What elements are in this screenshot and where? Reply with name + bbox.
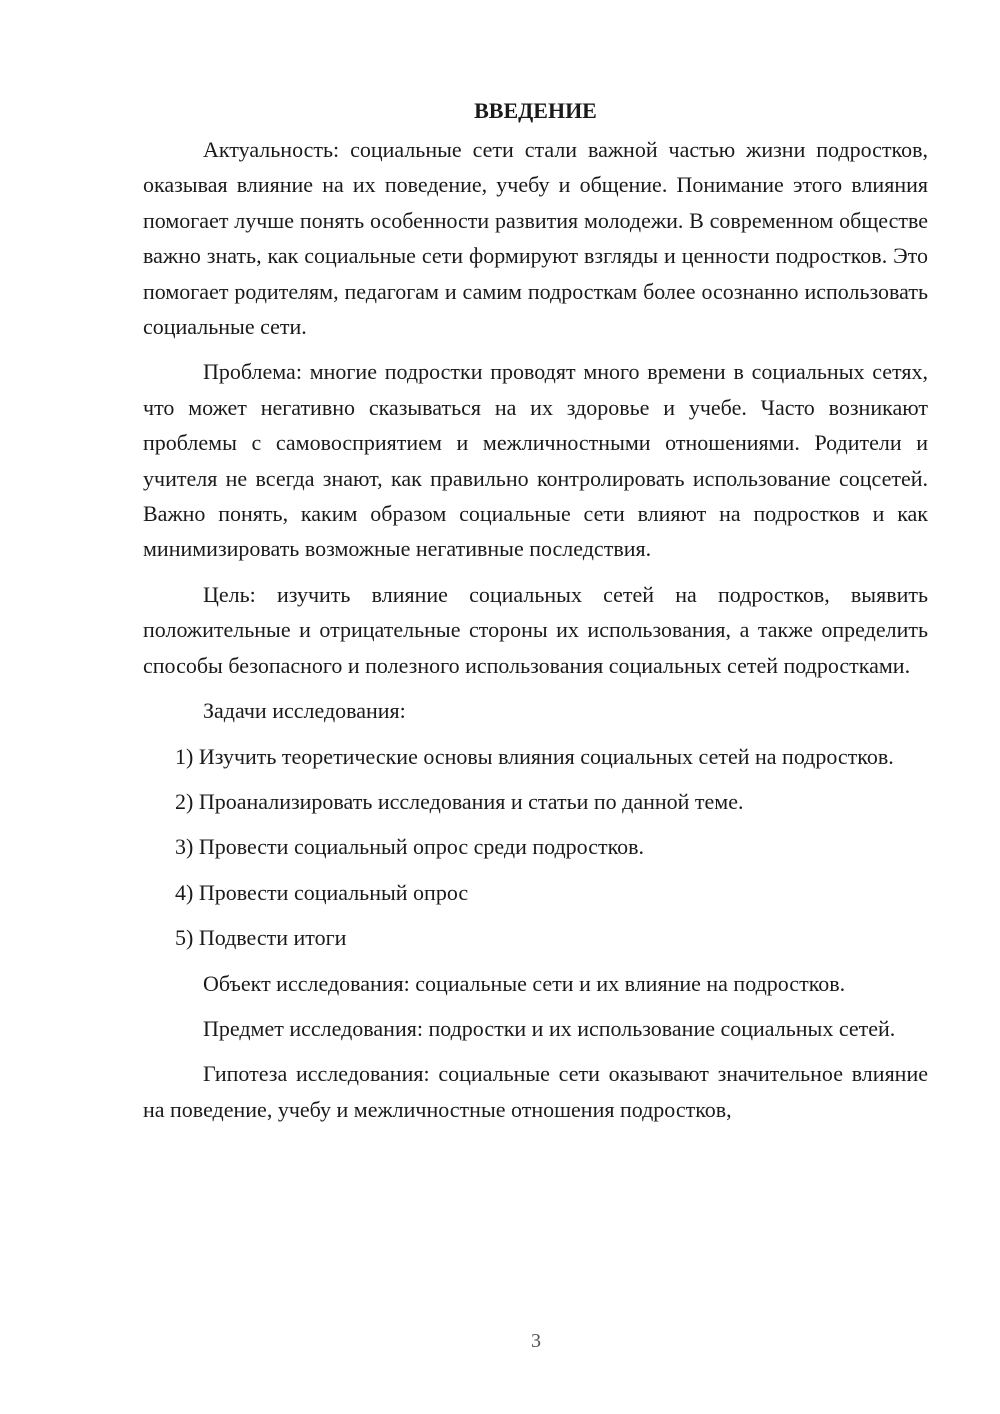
paragraph-hypothesis: Гипотеза исследования: социальные сети оказывают значительное влияние на поведение, учебу и межличностные отношения подростков, — [143, 1061, 928, 1122]
paragraph-relevance: Актуальность: социальные сети стали важной частью жизни подростков, оказывая влияние на их поведение, учебу и общение. Понимание этого влияния помогает лучше понять особенности развития молодежи. В современном обществе важно знать, как социальные сети формируют взгляды и ценности подростков. Это помогает родителям, педагогам и самим подросткам более осознанно использовать социальные сети. — [143, 137, 928, 340]
paragraph-object: Объект исследования: социальные сети и их влияние на подростков. — [203, 970, 846, 996]
paragraph-subject: Предмет исследования: подростки и их использование социальных сетей. — [203, 1015, 896, 1041]
task-item-4: 4) Провести социальный опрос — [175, 879, 469, 905]
tasks-heading: Задачи исследования: — [203, 698, 406, 724]
document-page — [143, 90, 928, 1137]
paragraph-goal: Цель: изучить влияние социальных сетей на подростков, выявить положительные и отрицательные стороны их использования, а также определить способы безопасного и полезного использования социальных сетей подростками. — [143, 581, 928, 678]
task-item-2: 2) Проанализировать исследования и статьи по данной теме. — [175, 788, 744, 814]
page-number: 3 — [531, 1330, 541, 1352]
task-item-3: 3) Провести социальный опрос среди подростков. — [175, 834, 645, 860]
page-title: ВВЕДЕНИЕ — [474, 98, 597, 123]
task-item-1: 1) Изучить теоретические основы влияния социальных сетей на подростков. — [175, 743, 894, 769]
paragraph-problem: Проблема: многие подростки проводят много времени в социальных сетях, что может негативно сказываться на их здоровье и учебе. Часто возникают проблемы с самовосприятием и межличностными отношениями. Родители и учителя не всегда знают, как правильно контролировать использование соцсетей. Важно понять, каким образом социальные сети влияют на подростков и как минимизировать возможные негативные последствия. — [143, 359, 928, 562]
task-item-5: 5) Подвести итоги — [175, 925, 347, 951]
